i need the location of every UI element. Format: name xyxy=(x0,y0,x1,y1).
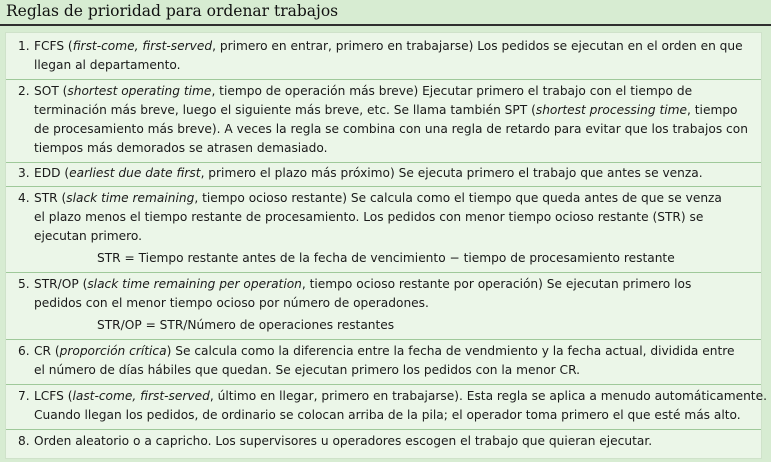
separator xyxy=(6,339,761,340)
rule-1-number: 1. xyxy=(18,39,30,53)
rule-7-text: , último en llegar, primero en trabajarse). Esta regla se aplica a menudo automáticamente. xyxy=(209,389,767,403)
rule-item-7 xyxy=(6,387,767,425)
separator xyxy=(6,384,761,385)
rule-3-text: , primero el plazo más próximo) Se ejecuta primero el trabajo que antes se venza. xyxy=(200,166,703,180)
rule-1-line-2: llegan al departamento. xyxy=(34,58,181,72)
rule-2-line-2-english: shortest processing time xyxy=(535,103,688,117)
rule-8-number: 8. xyxy=(18,434,30,448)
rule-2-abbrev: SOT ( xyxy=(34,84,68,98)
rule-2-line-4: tiempos más demorados se atrasen demasiado. xyxy=(34,141,328,155)
rule-5-number: 5. xyxy=(18,277,30,291)
rule-4-line-2: el plazo menos el tiempo restante de procesamiento. Los pedidos con menor tiempo ocioso restante (STR) se xyxy=(34,210,704,224)
rule-6-abbrev: CR ( xyxy=(34,344,60,358)
rule-3-english: earliest due date first xyxy=(69,166,201,180)
rule-item-8 xyxy=(6,432,761,451)
rule-item-1 xyxy=(6,37,761,75)
rule-6-line-2: el número de días hábiles que quedan. Se ejecutan primero los pedidos con la menor CR. xyxy=(34,363,580,377)
separator xyxy=(6,429,761,430)
page-title: Reglas de prioridad para ordenar trabajos xyxy=(6,2,339,20)
rule-item-3 xyxy=(6,164,761,183)
rule-5-text: , tiempo ocioso restante por operación) Se ejecutan primero los xyxy=(301,277,692,291)
rule-3-number: 3. xyxy=(18,166,30,180)
rule-5-english: slack time remaining per operation xyxy=(87,277,302,291)
rule-2-line-2-text: terminación más breve, luego el siguiente más breve, etc. Se llama también SPT ( xyxy=(34,103,536,117)
rule-6-english: proporción crítica xyxy=(59,344,167,358)
rule-1-line-1 xyxy=(18,37,755,56)
separator xyxy=(6,162,761,163)
rule-2-line-3: de procesamiento más breve). A veces la regla se combina con una regla de retardo para evitar que los trabajos con xyxy=(34,122,748,136)
rule-3-line-1 xyxy=(18,164,755,183)
str-formula: STR = Tiempo restante antes de la fecha de vencimiento − tiempo de procesamiento restante xyxy=(97,251,675,265)
rule-4-english: slack time remaining xyxy=(66,191,195,205)
rule-1-english: first-come, first-served xyxy=(72,39,213,53)
rule-6-text: ) Se calcula como la diferencia entre la fecha de vendmiento y la fecha actual, dividida entre xyxy=(166,344,735,358)
rule-2-text: , tiempo de operación más breve) Ejecutar primero el trabajo con el tiempo de xyxy=(211,84,693,98)
title-rule xyxy=(0,24,771,26)
rule-2-english: shortest operating time xyxy=(67,84,212,98)
rule-4-number: 4. xyxy=(18,191,30,205)
str-op-formula: STR/OP = STR/Número de operaciones restantes xyxy=(97,318,395,332)
rule-2-line-2-tail: , tiempo xyxy=(687,103,738,117)
rule-1-text: , primero en entrar, primero en trabajarse) Los pedidos se ejecutan en el orden en que xyxy=(212,39,743,53)
rule-item-2 xyxy=(6,82,761,158)
rule-7-line-2: Cuando llegan los pedidos, de ordinario se colocan arriba de la pila; el operador toma primero el que esté más alto. xyxy=(34,408,741,422)
rule-2-line-2 xyxy=(18,101,755,120)
separator xyxy=(6,186,761,187)
rule-5-abbrev: STR/OP ( xyxy=(34,277,88,291)
rule-7-line-1 xyxy=(18,387,767,406)
rule-item-4 xyxy=(6,189,761,268)
rule-3-abbrev: EDD ( xyxy=(34,166,70,180)
rule-7-number: 7. xyxy=(18,389,30,403)
rule-4-text: , tiempo ocioso restante) Se calcula como el tiempo que queda antes de que se venza xyxy=(194,191,722,205)
rule-4-line-1 xyxy=(18,189,755,208)
rule-2-line-1 xyxy=(18,82,755,101)
rule-8-text: Orden aleatorio o a capricho. Los supervisores u operadores escogen el trabajo que quieran ejecutar. xyxy=(34,434,653,448)
rule-item-6 xyxy=(6,342,761,380)
rules-panel xyxy=(5,32,767,459)
rule-7-english: last-come, first-served xyxy=(72,389,210,403)
rule-7-abbrev: LCFS ( xyxy=(34,389,73,403)
rule-item-5 xyxy=(6,275,761,335)
rule-4-line-3: ejecutan primero. xyxy=(34,229,143,243)
rule-8-line-1 xyxy=(18,432,755,451)
rule-6-number: 6. xyxy=(18,344,30,358)
rule-1-abbrev: FCFS ( xyxy=(34,39,73,53)
rule-6-line-1 xyxy=(18,342,755,361)
rule-2-number: 2. xyxy=(18,84,30,98)
separator xyxy=(6,79,761,80)
separator xyxy=(6,272,761,273)
rule-4-abbrev: STR ( xyxy=(34,191,67,205)
rule-5-line-2: pedidos con el menor tiempo ocioso por número de operadones. xyxy=(34,296,429,310)
rule-5-line-1 xyxy=(18,275,755,294)
